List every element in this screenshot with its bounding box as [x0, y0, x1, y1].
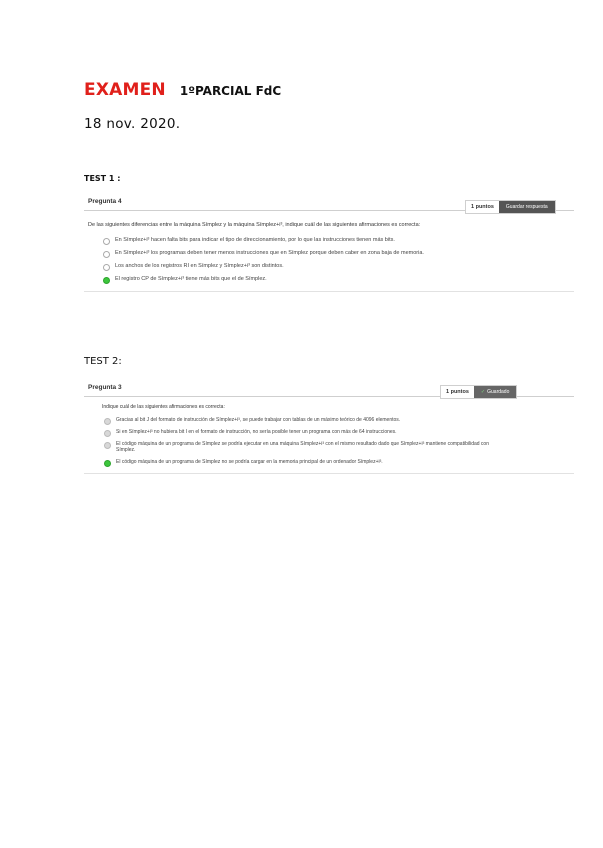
question-card-test1	[84, 198, 574, 282]
exam-date: 18 nov. 2020.	[84, 116, 181, 132]
answer-option-text: En Símplez+i³ los programas deben tener menos instrucciones que en Símplez porque deben caber en zona baja de memoria.	[115, 250, 424, 256]
answer-option[interactable]	[103, 250, 543, 258]
saved-label: Guardado	[487, 389, 510, 395]
radio-icon[interactable]	[104, 430, 111, 437]
answer-option[interactable]	[103, 263, 543, 271]
radio-icon[interactable]	[104, 418, 111, 425]
exam-subtitle: 1ºPARCIAL FdC	[179, 84, 282, 98]
check-icon: ✓	[480, 389, 486, 395]
exam-title	[84, 80, 281, 100]
answer-option-text: Si en Símplez+i³ no hubiera bit I en el formato de instrucción, no sería posible tener un programa con más de 64 instrucciones.	[116, 429, 397, 435]
radio-icon[interactable]	[103, 251, 110, 258]
answer-option-text: Los anchos de los registros RI en Símplez y Símplez+i³ son distintos.	[115, 263, 284, 269]
answer-option-text: El código máquina de un programa de Símplez se podría ejecutar en una máquina Símplez+i³ con el mismo resultado dado que Símplez+i³ mantiene compatibilidad con Símplez.	[116, 441, 489, 453]
question-card-test2	[84, 384, 574, 465]
radio-selected-icon[interactable]	[103, 277, 110, 284]
question-points: 1 puntos	[446, 389, 469, 395]
question-divider	[84, 291, 574, 292]
radio-icon[interactable]	[103, 264, 110, 271]
question-name: Pregunta 4	[88, 198, 122, 205]
saved-button[interactable]	[474, 386, 516, 398]
answer-option[interactable]	[104, 417, 504, 425]
answer-option-text: En Símplez+i³ hacen falta bits para indicar el tipo de direccionamiento, por lo que las instrucciones tienen más bits.	[115, 237, 395, 243]
radio-icon[interactable]	[104, 442, 111, 449]
exam-word: EXAMEN	[84, 80, 166, 100]
answer-option-text: Gracias al bit J del formato de instrucción de Símplez+i³, se puede trabajar con tablas de un máximo teórico de 4096 elementos.	[116, 417, 401, 423]
question-points: 1 puntos	[471, 204, 494, 210]
answer-option[interactable]	[103, 237, 543, 245]
answer-option-selected[interactable]	[104, 459, 504, 467]
test2-label: TEST 2:	[84, 356, 122, 367]
test1-label: TEST 1 :	[84, 174, 121, 183]
question-meta	[440, 385, 517, 399]
radio-icon[interactable]	[103, 238, 110, 245]
save-answer-button[interactable]	[499, 201, 555, 213]
answer-option[interactable]	[104, 429, 504, 437]
question-divider	[84, 473, 574, 474]
question-name: Pregunta 3	[88, 384, 122, 391]
question-prompt: Indique cuál de las siguientes afirmaciones es correcta:	[102, 404, 225, 410]
question-prompt: De las siguientes diferencias entre la máquina Símplez y la máquina Símplez+i³, indique cuál de las siguientes afirmaciones es correcta:	[88, 222, 421, 228]
answer-option-text: El código máquina de un programa de Símplez no se podría cargar en la memoria principal de un ordenador Símplez+i³.	[116, 459, 383, 465]
answer-option[interactable]	[104, 441, 504, 453]
radio-selected-icon[interactable]	[104, 460, 111, 467]
save-answer-label: Guardar respuesta	[505, 204, 548, 210]
question-meta	[465, 200, 556, 214]
answer-option-selected[interactable]	[103, 276, 543, 284]
answer-option-text: El registro CP de Símplez+i³ tiene más bits que el de Símplez.	[115, 276, 267, 282]
